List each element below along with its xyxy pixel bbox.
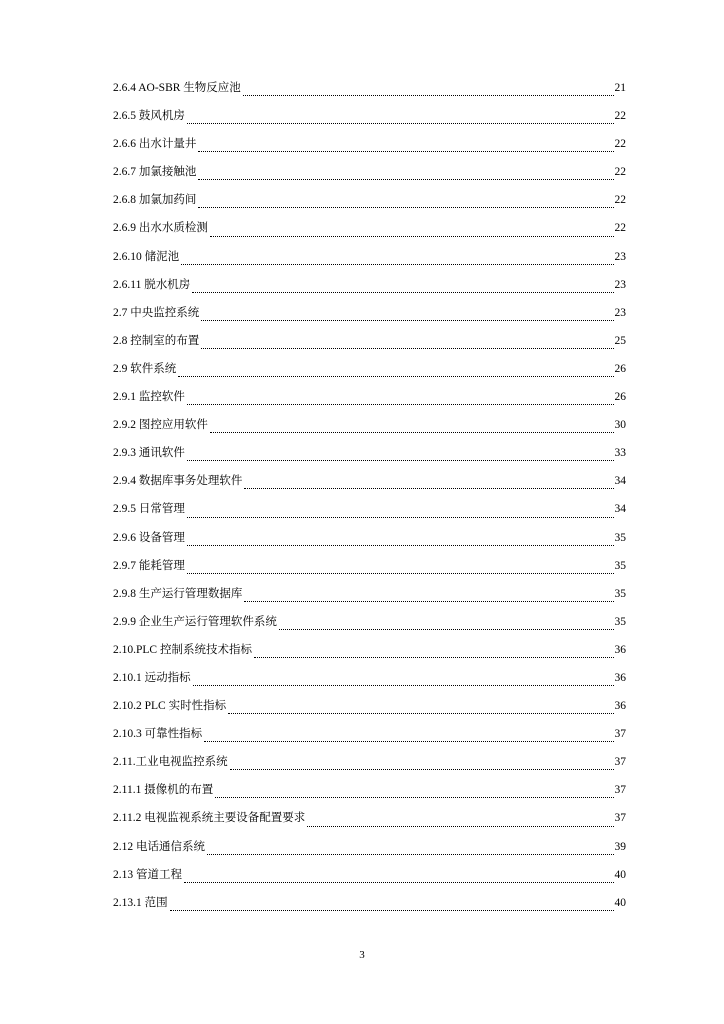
toc-entry[interactable]	[113, 331, 626, 359]
toc-entry-title: 2.9.1 监控软件	[113, 391, 185, 404]
toc-entry-title: 2.9.5 日常管理	[113, 503, 185, 516]
toc-entry-page: 35	[614, 559, 626, 572]
toc-entry[interactable]	[113, 865, 626, 893]
toc-entry-page: 25	[614, 334, 626, 347]
toc-dot-leader	[192, 291, 613, 293]
toc-entry-title: 2.8 控制室的布置	[113, 334, 200, 347]
toc-entry[interactable]	[113, 387, 626, 415]
toc-entry-page: 36	[614, 700, 626, 713]
toc-entry-page: 37	[614, 812, 626, 825]
toc-entry[interactable]	[113, 134, 626, 162]
toc-entry[interactable]	[113, 247, 626, 275]
page-number: 3	[359, 949, 365, 961]
toc-entry-title: 2.6.7 加氯接触池	[113, 166, 197, 179]
toc-entry-page: 22	[614, 138, 626, 151]
toc-entry[interactable]	[113, 471, 626, 499]
toc-entry-page: 36	[614, 671, 626, 684]
toc-entry[interactable]	[113, 162, 626, 190]
toc-dot-leader	[181, 263, 613, 265]
toc-entry[interactable]	[113, 528, 626, 556]
toc-dot-leader	[187, 459, 614, 461]
toc-dot-leader	[193, 684, 614, 686]
table-of-contents	[113, 78, 626, 921]
toc-entry-page: 40	[614, 896, 626, 909]
toc-entry-title: 2.9.4 数据库事务处理软件	[113, 475, 243, 488]
toc-entry-page: 26	[614, 391, 626, 404]
toc-entry[interactable]	[113, 724, 626, 752]
toc-entry[interactable]	[113, 752, 626, 780]
toc-entry-page: 39	[614, 840, 626, 853]
toc-entry-title: 2.6.6 出水计量井	[113, 138, 197, 151]
toc-entry[interactable]	[113, 499, 626, 527]
toc-entry-title: 2.10.2 PLC 实时性指标	[113, 700, 227, 713]
toc-dot-leader	[210, 431, 614, 433]
toc-entry-title: 2.11.工业电视监控系统	[113, 756, 228, 769]
toc-entry-page: 37	[614, 756, 626, 769]
toc-entry[interactable]	[113, 190, 626, 218]
toc-dot-leader	[201, 347, 613, 349]
toc-entry-page: 22	[614, 194, 626, 207]
toc-entry-title: 2.13.1 范围	[113, 896, 168, 909]
toc-entry-title: 2.6.10 储泥池	[113, 250, 180, 263]
toc-dot-leader	[243, 94, 614, 96]
toc-entry-page: 26	[614, 362, 626, 375]
toc-entry[interactable]	[113, 696, 626, 724]
toc-entry-page: 40	[614, 868, 626, 881]
toc-entry-title: 2.6.5 鼓风机房	[113, 110, 185, 123]
toc-entry-title: 2.9.7 能耗管理	[113, 559, 185, 572]
toc-dot-leader	[244, 487, 613, 489]
toc-dot-leader	[187, 122, 614, 124]
toc-entry[interactable]	[113, 556, 626, 584]
toc-entry-title: 2.6.9 出水水质检测	[113, 222, 208, 235]
toc-entry-page: 35	[614, 615, 626, 628]
toc-entry-title: 2.6.4 AO-SBR 生物反应池	[113, 82, 241, 94]
toc-entry[interactable]	[113, 303, 626, 331]
toc-entry-page: 36	[614, 643, 626, 656]
toc-dot-leader	[184, 881, 614, 883]
toc-dot-leader	[198, 150, 613, 152]
toc-entry-page: 30	[614, 419, 626, 432]
toc-dot-leader	[187, 403, 614, 405]
toc-entry[interactable]	[113, 218, 626, 246]
toc-entry-page: 35	[614, 531, 626, 544]
toc-entry[interactable]	[113, 415, 626, 443]
toc-entry-page: 34	[614, 475, 626, 488]
toc-entry-title: 2.12 电话通信系统	[113, 840, 205, 853]
toc-entry-page: 22	[614, 166, 626, 179]
toc-dot-leader	[204, 740, 613, 742]
toc-entry[interactable]	[113, 640, 626, 668]
toc-entry[interactable]	[113, 893, 626, 921]
toc-entry-title: 2.11.1 摄像机的布置	[113, 784, 214, 797]
toc-entry-title: 2.9 软件系统	[113, 362, 177, 375]
toc-entry-page: 37	[614, 728, 626, 741]
toc-entry[interactable]	[113, 668, 626, 696]
toc-entry[interactable]	[113, 106, 626, 134]
toc-dot-leader	[228, 712, 613, 714]
toc-entry[interactable]	[113, 443, 626, 471]
toc-dot-leader	[170, 909, 614, 911]
toc-entry-title: 2.6.8 加氯加药间	[113, 194, 197, 207]
toc-entry-page: 23	[614, 306, 626, 319]
toc-entry-title: 2.9.6 设备管理	[113, 531, 185, 544]
toc-entry-title: 2.9.8 生产运行管理数据库	[113, 587, 243, 600]
toc-dot-leader	[187, 572, 614, 574]
toc-entry[interactable]	[113, 780, 626, 808]
toc-entry[interactable]	[113, 359, 626, 387]
toc-entry[interactable]	[113, 78, 626, 106]
toc-entry[interactable]	[113, 612, 626, 640]
toc-entry-title: 2.11.2 电视监视系统主要设备配置要求	[113, 812, 306, 825]
toc-dot-leader	[187, 516, 614, 518]
toc-entry-title: 2.9.9 企业生产运行管理软件系统	[113, 615, 277, 628]
toc-dot-leader	[210, 235, 614, 237]
toc-dot-leader	[230, 768, 614, 770]
toc-entry-page: 22	[614, 222, 626, 235]
toc-entry-title: 2.10.PLC 控制系统技术指标	[113, 643, 252, 656]
toc-entry-title: 2.10.3 可靠性指标	[113, 728, 203, 741]
toc-entry[interactable]	[113, 837, 626, 865]
toc-dot-leader	[244, 600, 613, 602]
toc-entry-title: 2.6.11 脱水机房	[113, 278, 191, 291]
toc-entry-page: 33	[614, 447, 626, 460]
toc-entry-page: 35	[614, 587, 626, 600]
toc-entry-page: 34	[614, 503, 626, 516]
toc-entry-page: 22	[614, 110, 626, 123]
toc-entry-page: 37	[614, 784, 626, 797]
toc-entry-page: 23	[614, 250, 626, 263]
toc-entry-title: 2.9.2 图控应用软件	[113, 419, 208, 432]
toc-dot-leader	[198, 206, 613, 208]
toc-dot-leader	[178, 375, 613, 377]
toc-dot-leader	[198, 178, 613, 180]
toc-dot-leader	[307, 825, 613, 827]
toc-entry-page: 23	[614, 278, 626, 291]
toc-entry[interactable]	[113, 808, 626, 836]
toc-dot-leader	[215, 796, 613, 798]
toc-dot-leader	[254, 656, 614, 658]
toc-dot-leader	[201, 319, 613, 321]
toc-dot-leader	[187, 544, 614, 546]
toc-entry-title: 2.9.3 通讯软件	[113, 447, 185, 460]
toc-entry-title: 2.13 管道工程	[113, 868, 182, 881]
toc-dot-leader	[207, 853, 614, 855]
toc-entry[interactable]	[113, 275, 626, 303]
toc-dot-leader	[279, 628, 614, 630]
toc-entry[interactable]	[113, 584, 626, 612]
toc-entry-page: 21	[614, 82, 626, 94]
toc-entry-title: 2.7 中央监控系统	[113, 306, 200, 319]
toc-entry-title: 2.10.1 远动指标	[113, 671, 191, 684]
